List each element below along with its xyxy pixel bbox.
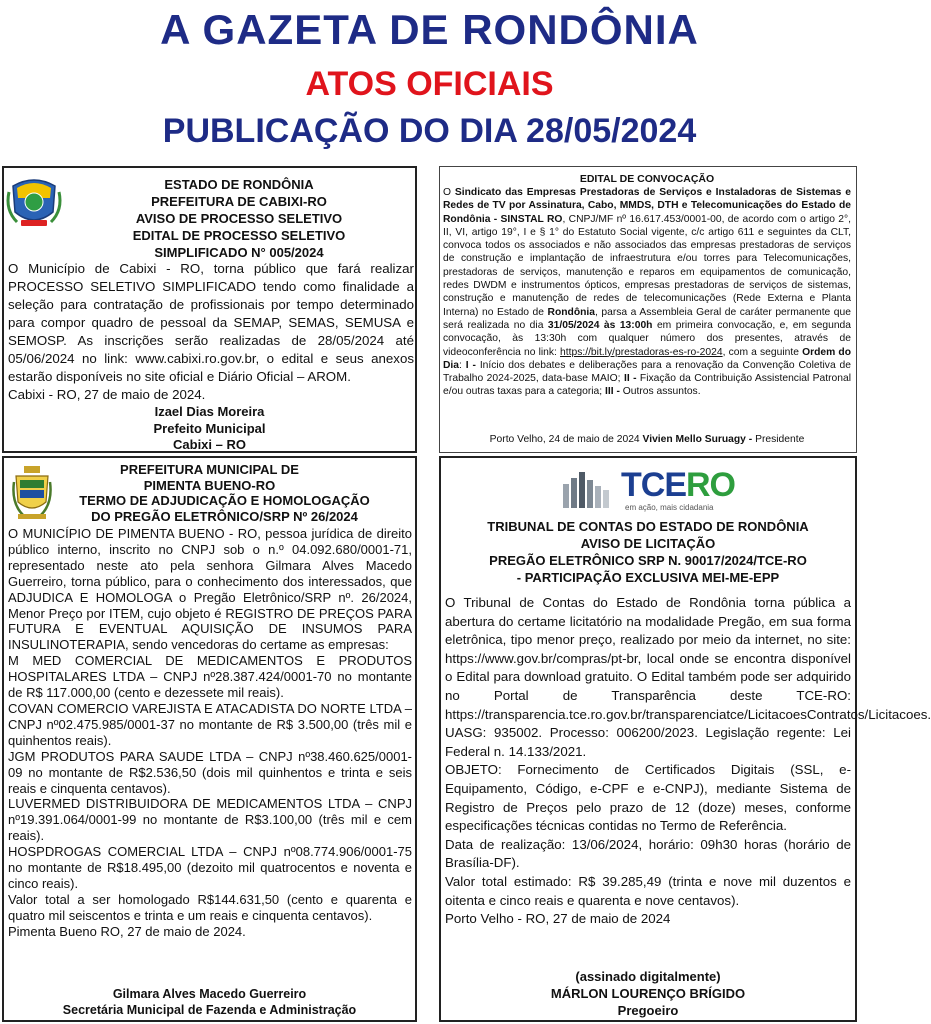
sinstal-link[interactable]: https://bit.ly/prestadoras-es-ro-2024 <box>560 346 723 358</box>
publication-date: PUBLICAÇÃO DO DIA 28/05/2024 <box>162 112 697 150</box>
tce-signature: (assinado digitalmente) MÁRLON LOURENÇO BRÍGIDO Pregoeiro <box>550 969 746 1018</box>
pimenta-body: O MUNICÍPIO DE PIMENTA BUENO - RO, pessoa jurídica de direito público interno, inscrito no CNPJ sob o n.º 04.092.680/0001-71, representado neste ato pela senhora Gilmara Alves Macedo Guerreiro, torna público, para o conhecimento dos interessados, que ADJUDICA E HOMOLOGA o Pregão Eletrônico/SRP nº. 26/2024, Menor Preço por ITEM, cujo objeto é REGISTRO DE PREÇOS PARA FUTURA E EVENTUAL AQUISIÇÃO DE INSUMOS PARA INSULINOTERAPIA, sendo vencedoras do certame as empresas: M MED COMERCIAL DE MEDICAMENTOS E PRODUTOS HOSPITALARES LTDA – CNPJ nº28.387.424/0001-70 no montante de R$ 117.000,00 (cento e dezessete mil reais). COVAN COMERCIO VAREJISTA E ATACADISTA DO NORTE LTDA – CNPJ nº02.475.985/0001-37 no montante de R$ 3.500,00 (três mil e quinhentos reais). JGM PRODUTOS PARA SAUDE LTDA – CNPJ nº38.460.625/0001-09 no montante de R$2.536,50 (dois mil quinhentos e trinta e seis reais e cinquenta centavos). LUVERMED DISTRIBUIDORA DE MEDICAMENTOS LTDA – CNPJ nº19.391.064/0001-99 no montante de R$3.100,00 (três mil e cem reais). HOSPDROGAS COMERCIAL LTDA – CNPJ nº08.774.906/0001-75 no montante de R$18.495,00 (dezoito mil quatrocentos e noventa e cinco reais). Valor total a ser homologado R$144.631,50 (cento e quarenta e quatro mil seiscentos e trinta e um reais e cinquenta centavos). Pimenta Bueno RO, 27 de maio de 2024. <box>8 526 412 939</box>
tce-building-icon <box>561 470 621 510</box>
masthead <box>0 0 859 160</box>
sinstal-footer: Porto Velho, 24 de maio de 2024 Vivien Mello Suruagy - Presidente <box>489 434 805 445</box>
tce-header: TRIBUNAL DE CONTAS DO ESTADO DE RONDÔNIA AVISO DE LICITAÇÃO PREGÃO ELETRÔNICO SRP N. 90017/2024/TCE-RO - PARTICIPAÇÃO EXCLUSIVA MEI-ME-EPP <box>487 519 809 585</box>
cabixi-crest-icon <box>7 172 61 230</box>
cabixi-place-date: Cabixi - RO, 27 de maio de 2024. <box>8 387 206 402</box>
newspaper-title: A GAZETA DE RONDÔNIA <box>160 6 699 53</box>
tce-body: O Tribunal de Contas do Estado de Rondônia torna pública a abertura do certame licitatório na modalidade Pregão, em sua forma eletrônica, tipo menor preço, realizado por meio da internet, no site: https://www.gov.br/compras/pt-br, local onde se encontra disponível o Edital para download gratuito. O Edital também pode ser adquirido no Portal de Transparência deste TCE-RO: https://transparencia.tce.ro.gov.br/transparenciatce/LicitacoesContratos/Licitacoes. UASG: 935002. Processo: 006200/2023. Legislação regente: Lei Federal n. 14.133/2021. OBJETO: Fornecimento de Certificados Digitais (SSL, e-Equipamento, Código, e-CPF e e-CNPJ), mediante Sistema de Registro de Preços pelo prazo de 12 (doze) meses, conforme especificações técnicas contidas no Termo de Referência. Data de realização: 13/06/2024, horário: 09h30 horas (horário de Brasília-DF). Valor total estimado: R$ 39.285,49 (trinta e nove mil duzentos e oitenta e cinco reais e quarenta e nove centavos). Porto Velho - RO, 27 de maio de 2024 <box>445 595 931 927</box>
cabixi-signature: Izael Dias Moreira Prefeito Municipal Cabixi – RO <box>153 404 266 452</box>
sinstal-header: EDITAL DE CONVOCAÇÃO <box>579 173 715 185</box>
notice-sinstal <box>439 166 857 453</box>
pimenta-signature: Gilmara Alves Macedo Guerreiro Secretária Municipal de Fazenda e Administração <box>62 987 357 1017</box>
cabixi-header: ESTADO DE RONDÔNIA PREFEITURA DE CABIXI-RO AVISO DE PROCESSO SELETIVO EDITAL DE PROCESSO SELETIVO SIMPLIFICADO N° 005/2024 <box>132 177 346 260</box>
pimenta-header: PREFEITURA MUNICIPAL DE PIMENTA BUENO-RO TERMO DE ADJUDICAÇÃO E HOMOLOGAÇÃO DO PREGÃO ELETRÔNICO/SRP Nº 26/2024 <box>79 462 370 524</box>
tce-logo <box>561 466 751 514</box>
notice-cabixi <box>2 166 417 453</box>
notice-pimenta-bueno <box>2 456 417 1022</box>
sinstal-body: O Sindicato das Empresas Prestadoras de Serviços e Instaladoras de Sistemas e Redes de TV por Assinatura, Cabo, MMDS, DTH e Telecomunicações do Estado de Rondônia - SINSTAL RO, CNPJ/MF nº 16.617.453/0001-00, de acordo com o artigo 2°, II, VI, artigo 19°, I e § 1° do Estatuto Social vigente, c/c artigo 611 e seguintes da CLT, convoca todos os associados e não associados das empresas prestadoras de serviços de construção e implantação de infraestrutura e/ou torres para Telecomunicações, prestadoras de serviços, manutenção e reparos em equipamentos de comunicação, redes DWDM e instrumentos ópticos, empresas prestadoras de serviços de sistemas, construção e manutenção de redes de telecomunicações (Rede Externa e Planta Interna) no Estado de Rondônia, parsa a Assembleia Geral de caráter permanente que será realizada no dia 31/05/2024 às 13:00h em primeira convocação, e, em segunda convocação, às 13:30h com qualquer número dos presentes, através de videoconferência no link: https://bit.ly/prestadoras-es-ro-2024, com a seguinte Ordem do Dia: I - Início dos debates e deliberações para a renovação da Convenção Coletiva de Trabalho 2024-2025, data-base MAIO; II - Fixação da Contribuição Assistencial Patronal e/ou outras taxas para a categoria; III - Outros assuntos. <box>443 187 851 398</box>
cabixi-body: O Município de Cabixi - RO, torna público que fará realizar PROCESSO SELETIVO SIMPLIFICADO tendo como finalidade a seleção para contratação de profissionais por tempo determinado para compor quadro de pessoal da SEMAP, SEMAS, SEMUSA e SEMOSP. As inscrições serão realizadas de 28/05/2024 até 05/06/2024 no link: www.cabixi.ro.gov.br, o edital e seus anexos estarão disponíveis no site oficial e Diário Oficial – AROM. <box>8 261 414 384</box>
tce-logo-text: TCERO <box>621 466 735 504</box>
section-title: ATOS OFICIAIS <box>305 65 554 103</box>
notice-tce-ro <box>439 456 931 1022</box>
tce-logo-tagline: em ação, mais cidadania <box>625 503 714 512</box>
